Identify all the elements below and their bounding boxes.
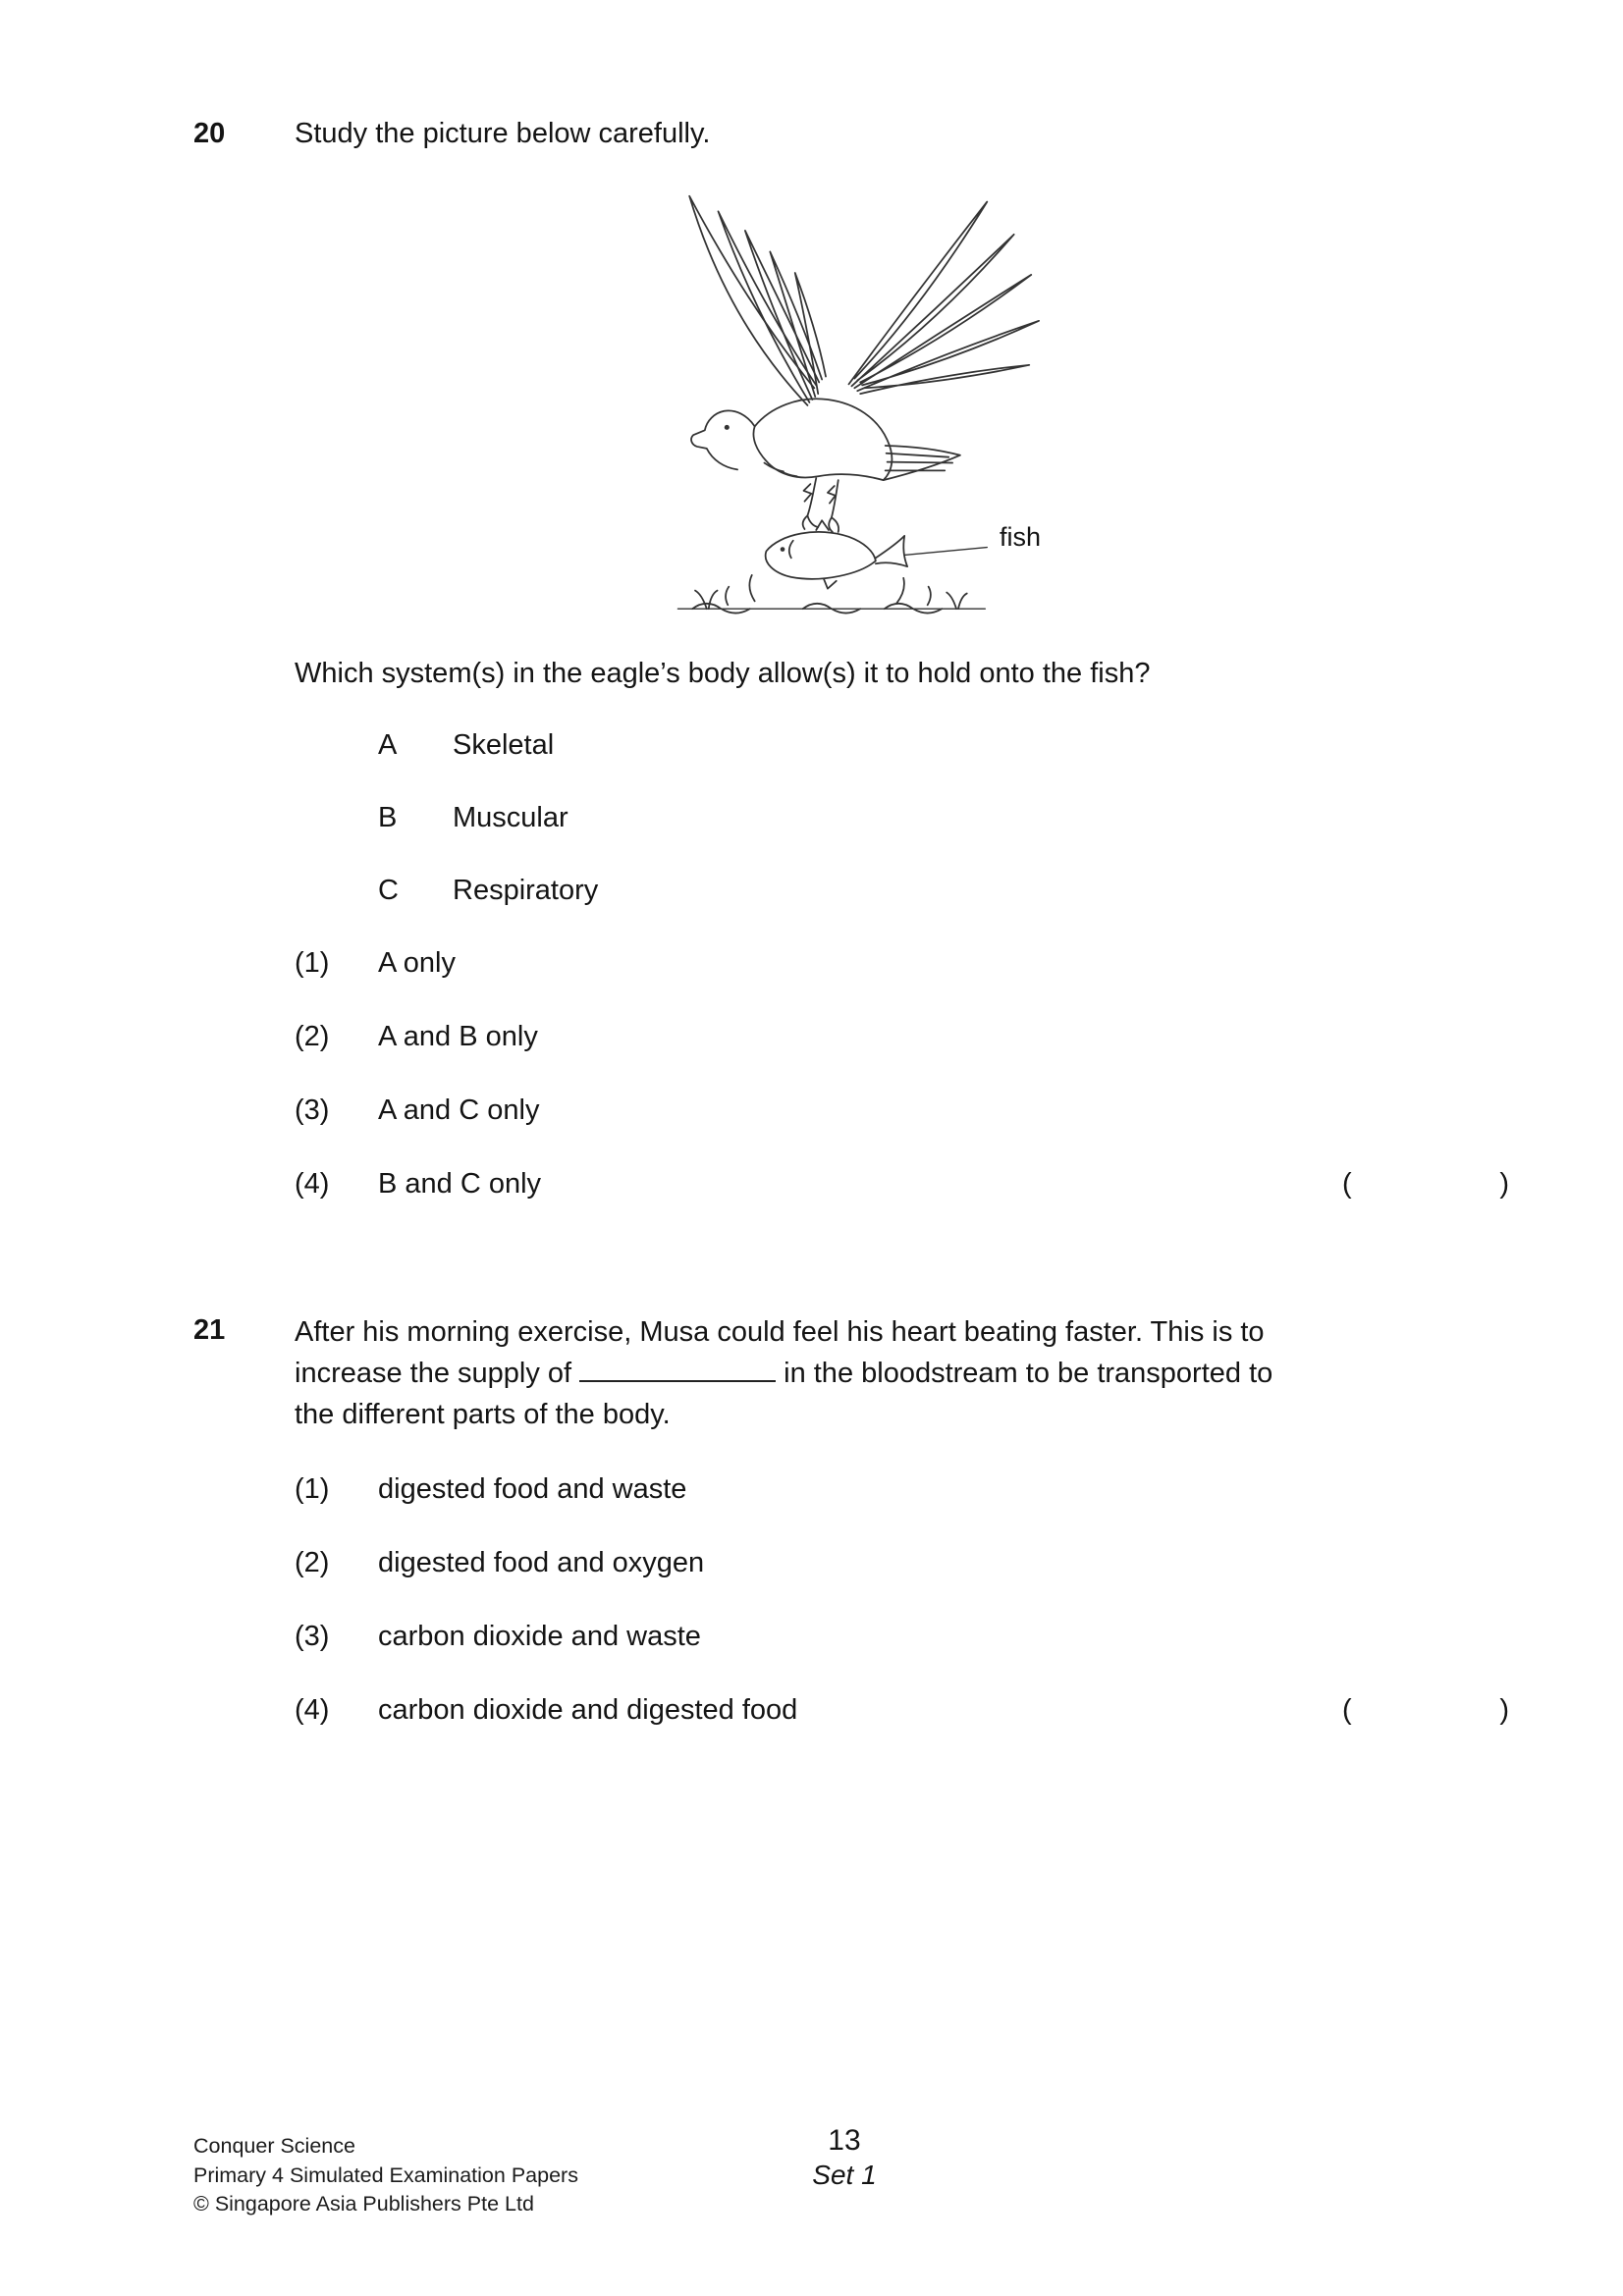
set-label: Set 1 (812, 2160, 877, 2191)
label-leader-line (904, 547, 987, 555)
choice-text: digested food and waste (378, 1473, 687, 1506)
question-text-line1: After his morning exercise, Musa could feel his heart beating faster. This is to (295, 1316, 1265, 1349)
sub-option-text: Respiratory (453, 874, 599, 906)
choice-3 (295, 1093, 1509, 1130)
choice-number: (3) (295, 1620, 330, 1652)
page-content (193, 116, 1509, 1729)
choice-4 (295, 1166, 1509, 1203)
sub-option-letter: A (378, 729, 398, 762)
choice-number: (4) (295, 1693, 330, 1726)
choice-text: B and C only (378, 1167, 542, 1200)
page-footer (193, 2124, 1509, 2219)
water-splash (677, 575, 985, 614)
question-text-after-blank: in the bloodstream to be transported to (784, 1357, 1273, 1389)
choice-text: A only (378, 947, 456, 980)
page-number-block (812, 2124, 876, 2191)
eagle-tail (884, 446, 960, 480)
question-number: 21 (193, 1314, 226, 1347)
bracket-close: ) (1499, 1167, 1509, 1200)
choice-4 (295, 1692, 1509, 1730)
eagle-body (691, 399, 892, 480)
choice-number: (3) (295, 1094, 330, 1126)
fish-figure (766, 520, 907, 588)
bracket-close: ) (1499, 1693, 1509, 1726)
choice-2 (295, 1019, 1509, 1056)
answer-bracket (1342, 1692, 1509, 1730)
question-body (295, 1312, 1509, 1729)
answer-choices (295, 945, 1509, 1202)
question-text-before-blank: increase the supply of (295, 1357, 572, 1389)
choice-text: A and B only (378, 1021, 538, 1053)
eagle-fish-illustration (611, 175, 1043, 626)
choice-text: carbon dioxide and waste (378, 1620, 701, 1652)
answer-blank (579, 1355, 776, 1382)
choice-text: A and C only (378, 1094, 540, 1126)
page-number: 13 (828, 2124, 861, 2158)
question-21 (193, 1312, 1509, 1729)
sub-option-letter: B (378, 802, 398, 834)
question-intro: Study the picture below carefully. (295, 118, 711, 149)
bracket-open: ( (1342, 1693, 1352, 1726)
choice-number: (4) (295, 1167, 330, 1200)
choice-number: (1) (295, 947, 330, 980)
sub-option-b (378, 800, 1509, 837)
choice-3 (295, 1619, 1509, 1656)
sub-option-letter: C (378, 874, 399, 906)
question-body (295, 116, 1509, 1202)
sub-option-text: Muscular (453, 802, 568, 834)
choice-2 (295, 1545, 1509, 1582)
bracket-open: ( (1342, 1167, 1352, 1200)
sub-options (295, 727, 1509, 909)
question-text (295, 1312, 1509, 1435)
publisher-line-1: Conquer Science (193, 2134, 355, 2159)
sub-option-c (378, 873, 1509, 910)
choice-text: digested food and oxygen (378, 1547, 705, 1579)
question-20 (193, 116, 1509, 1202)
choice-1 (295, 945, 1509, 983)
question-figure (611, 175, 1121, 628)
sub-option-text: Skeletal (453, 729, 555, 762)
answer-choices (295, 1471, 1509, 1729)
question-prompt: Which system(s) in the eagle’s body allow(s) it to hold onto the fish? (295, 657, 1151, 689)
choice-number: (1) (295, 1473, 330, 1506)
choice-text: carbon dioxide and digested food (378, 1693, 798, 1726)
choice-1 (295, 1471, 1509, 1509)
question-text-line3: the different parts of the body. (295, 1398, 671, 1430)
eagle-left-wing (689, 195, 826, 404)
choice-number: (2) (295, 1547, 330, 1579)
sub-option-a (378, 727, 1509, 765)
question-number: 20 (193, 118, 226, 149)
publisher-line-2: Primary 4 Simulated Examination Papers (193, 2163, 578, 2187)
eagle-right-wing (848, 201, 1039, 394)
figure-label-fish: fish (1000, 521, 1042, 552)
answer-bracket (1342, 1166, 1509, 1203)
publisher-line-3: © Singapore Asia Publishers Pte Ltd (193, 2192, 534, 2216)
choice-number: (2) (295, 1021, 330, 1053)
